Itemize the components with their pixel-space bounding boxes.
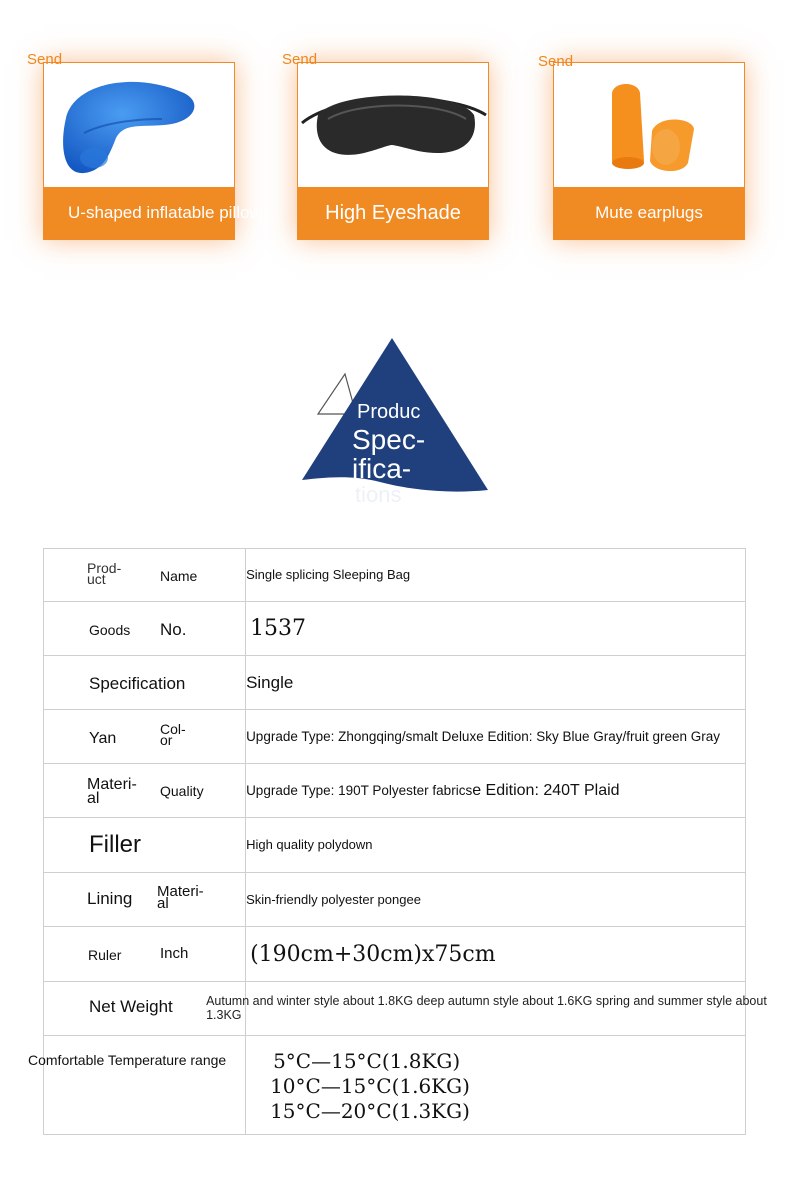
- row-label: Ruler: [88, 947, 122, 963]
- value-cell: [246, 927, 746, 982]
- row-value: High quality polydown: [246, 837, 373, 852]
- label-cell: [44, 873, 246, 927]
- send-label: Send: [282, 51, 318, 68]
- value-cell: [246, 764, 746, 818]
- u-pillow-icon: [44, 63, 234, 189]
- send-label: Send: [538, 53, 574, 70]
- value-cell: [246, 656, 746, 710]
- eyeshade-photo: [298, 63, 488, 189]
- value-cell: [246, 873, 746, 927]
- row-label: Net Weight: [89, 997, 173, 1016]
- row-label: Specification: [89, 674, 186, 693]
- row-value-extra: e Edition: 240T Plaid: [472, 781, 620, 799]
- row-value: Autumn and winter style about 1.8KG deep autumn style about 1.6KG spring and summer style about 1.3KG: [206, 994, 767, 1022]
- row-label: Goods: [89, 622, 131, 638]
- section-title-line: Spec-: [352, 424, 426, 455]
- temp-line: 15°C—20°C(1.3KG): [270, 1099, 470, 1123]
- label-cell: [44, 656, 246, 710]
- row-value: Upgrade Type: Zhongqing/smalt Deluxe Edition: Sky Blue Gray/fruit green Gray: [246, 728, 721, 744]
- table-row: [44, 656, 746, 710]
- label-cell: [44, 764, 246, 818]
- section-title-line: Produc: [357, 401, 421, 423]
- table-row: [44, 927, 746, 982]
- earplugs-photo: [554, 63, 744, 189]
- row-sublabel: Name: [160, 568, 198, 584]
- temp-line: 10°C—15°C(1.6KG): [270, 1074, 470, 1098]
- value-cell: [246, 1036, 746, 1135]
- value-cell: [206, 982, 767, 1036]
- table-row: [44, 764, 746, 818]
- send-label: Send: [27, 51, 63, 68]
- row-value: Single: [246, 672, 294, 692]
- row-value: Single splicing Sleeping Bag: [246, 567, 411, 582]
- table-row: [44, 873, 746, 927]
- row-value: Skin-friendly polyester pongee: [246, 891, 421, 907]
- row-label: Yan: [89, 730, 117, 747]
- gift-card-eyeshade: [297, 62, 489, 240]
- gift-caption: U-shaped inflatable pillow: [68, 203, 262, 222]
- gift-caption: Mute earplugs: [595, 203, 703, 222]
- row-sublabel: Inch: [160, 945, 189, 962]
- row-sublabel: No.: [160, 620, 187, 639]
- gift-card-pillow: [43, 62, 262, 240]
- spec-table: [28, 548, 767, 1135]
- row-sublabel: Quality: [160, 783, 204, 799]
- value-cell: [246, 549, 746, 602]
- table-row: [44, 602, 746, 656]
- earplugs-icon: [554, 63, 744, 189]
- section-title-badge: [300, 338, 500, 508]
- label-cell: [28, 1036, 246, 1135]
- row-label: Filler: [89, 831, 141, 858]
- table-row: [44, 1036, 746, 1135]
- label-cell: [44, 549, 246, 602]
- row-label: Prod- uct: [87, 560, 122, 587]
- label-cell: [44, 710, 246, 764]
- pillow-photo: [44, 63, 234, 189]
- section-title-line: ifica-: [352, 453, 412, 484]
- value-cell: [246, 818, 746, 873]
- table-row: [44, 549, 746, 602]
- gift-card-earplugs: [553, 62, 745, 240]
- label-cell: [44, 927, 246, 982]
- table-row: [44, 818, 746, 873]
- row-sublabel: Col- or: [160, 721, 186, 748]
- value-cell: [246, 710, 746, 764]
- row-value: 1537: [250, 616, 307, 641]
- table-row: [44, 710, 746, 764]
- gift-caption-bar: [554, 187, 744, 239]
- row-label: Lining: [87, 889, 133, 908]
- label-cell: [44, 818, 246, 873]
- gift-caption-bar: [44, 187, 262, 239]
- row-label: Materi- al: [87, 776, 137, 807]
- row-value: (190cm+30cm)x75cm: [250, 941, 496, 967]
- row-sublabel: Materi- al: [157, 883, 204, 912]
- eyeshade-icon: [298, 63, 488, 189]
- table-row: [44, 982, 746, 1036]
- temp-line: 5°C—15°C(1.8KG): [273, 1049, 461, 1073]
- label-cell: [44, 602, 246, 656]
- section-title-line: tions: [355, 482, 402, 507]
- value-cell: [246, 602, 746, 656]
- gift-caption: High Eyeshade: [325, 201, 461, 224]
- row-value: Upgrade Type: 190T Polyester fabrics: [246, 782, 473, 798]
- gift-caption-bar: [298, 187, 488, 239]
- row-label: Comfortable Temperature range: [28, 1052, 227, 1068]
